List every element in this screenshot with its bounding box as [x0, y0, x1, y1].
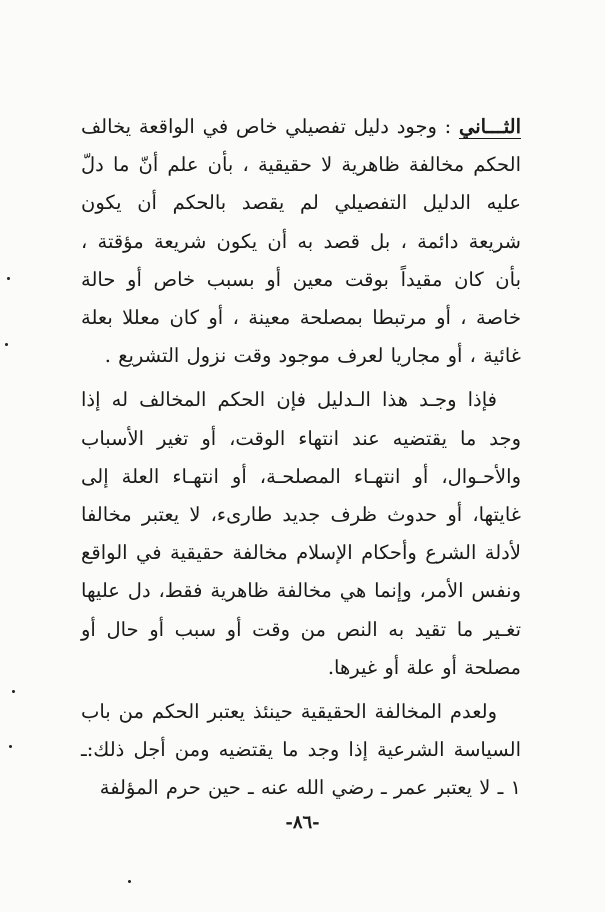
paragraph-3: ولعدم المخالفة الحقيقية حينئذ يعتبر الحكم من باب السياسة الشرعية إذا وجد ما يقتضيه ومن أجل ذلك:ـ ١ ـ لا يعتبر عمر ـ رضي الله عنه ـ حين حرم المؤلفة — [81, 700, 521, 800]
margin-speck — [9, 745, 12, 748]
page-number: -٨٦- — [285, 812, 320, 833]
margin-speck — [7, 277, 10, 280]
paragraph-2: فإذا وجـد هذا الـدليل فإن الحكم المخالف له إذا وجد ما يقتضيه عند انتهاء الوقت، أو تغير الأسباب والأحـوال، أو انتهـاء المصلحـة، أو انتهـاء العلة إلى غايتها، أو حدوث ظرف جديد طارىء، لا يعتبر مخالفا لأدلة الشرع وأحكام الإسلام مخالفة حقيقية في الواقع ونفس الأمر، وإنما هي مخالفة ظاهرية فقط، دل عليها تغـير ما تقيد به النص من وقت أو سبب أو حال أو مصلحة أو علة أو غيرها. — [81, 388, 521, 679]
margin-speck — [5, 343, 8, 346]
section-lead-word: الثـــاني — [458, 115, 521, 138]
paragraph-1 — [81, 108, 521, 375]
margin-speck — [12, 690, 15, 693]
margin-speck — [128, 880, 131, 883]
paragraph-1-text: : وجود دليل تفصيلي خاص في الواقعة يخالف الحكم مخالفة ظاهرية لا حقيقية ، بأن علم أنّ ما دلّ عليه الدليل التفصيلي لم يقصد بالحكم أن يكون شريعة دائمة ، بل قصد به أن يكون شريعة مؤقتة ، بأن كان مقيداً بوقت معين أو بسبب خاص أو حالة خاصة ، أو مرتبطا بمصلحة معينة ، أو كان معللا بعلة غائية ، أو مجاريا لعرف موجود وقت نزول التشريع . — [81, 115, 521, 368]
body-text — [81, 108, 521, 808]
